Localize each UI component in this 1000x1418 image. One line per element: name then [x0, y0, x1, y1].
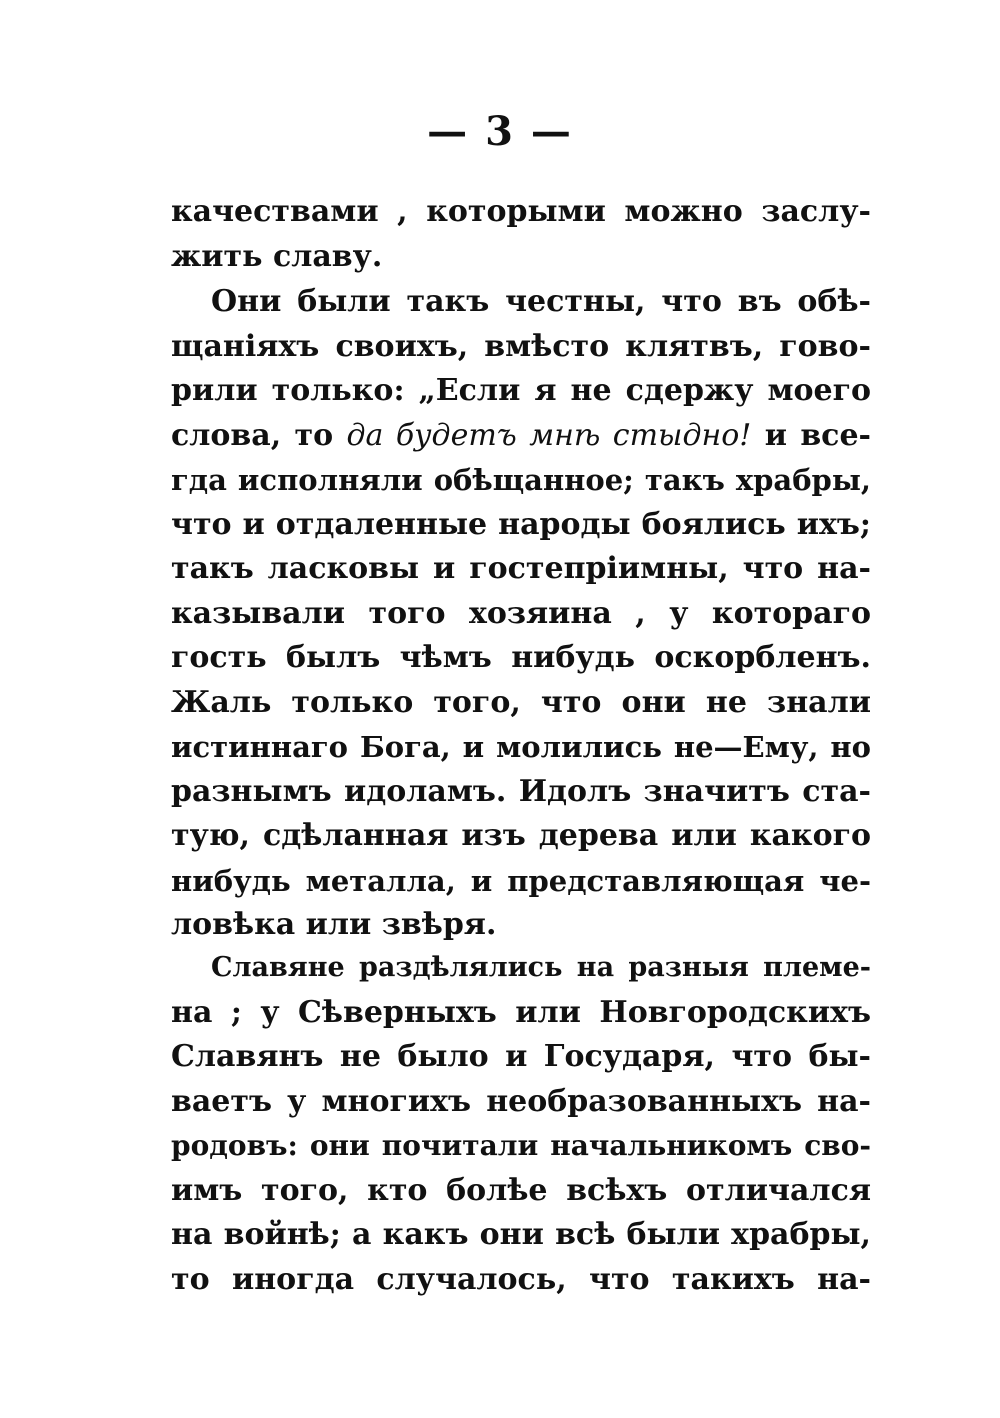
line-text: и все- [751, 417, 871, 453]
paragraph-continuation [171, 190, 871, 279]
text-line: на ; у Сѣверныхъ или Новгородскихъ [171, 994, 871, 1030]
page-number: — 3 — [427, 108, 573, 155]
text-line: щаніяхъ своихъ, вмѣсто клятвъ, гово- [171, 328, 871, 364]
text-line: гость былъ чѣмъ нибудь оскорбленъ. [171, 640, 871, 675]
text-line: нибудь металла, и представляющая че- [171, 863, 871, 898]
paragraph-slavs-virtues [171, 280, 871, 948]
line-text: слова, то [171, 417, 347, 453]
text-line: ловѣка или звѣря. [171, 907, 497, 942]
text-line: на войнѣ; а какъ они всѣ были храбры, [171, 1217, 871, 1252]
text-line: ваетъ у многихъ необразованныхъ на- [171, 1083, 871, 1119]
text-line: родовъ: они почитали начальникомъ сво- [171, 1129, 871, 1162]
paragraph-slavic-tribes [171, 946, 871, 1302]
text-line: такъ ласковы и гостепріимны, что на- [171, 551, 871, 586]
text-line: Жаль только того, что они не знали [171, 684, 871, 720]
text-line: имъ того, кто болѣе всѣхъ отличался [171, 1172, 871, 1208]
text-line-with-italic [171, 414, 871, 459]
italic-phrase: да будетъ мнѣ стыдно! [346, 417, 752, 453]
text-line: тую, сдѣланная изъ дерева или какого [171, 818, 871, 853]
text-line: Славяне раздѣлялись на разныя племе- [211, 952, 871, 983]
text-line: Славянъ не было и Государя, что бы- [171, 1039, 871, 1074]
text-line: что и отдаленные народы боялись ихъ; [171, 506, 871, 542]
text-line: качествами , которыми можно заслу- [171, 194, 871, 229]
text-line: рили только: „Если я не сдержу моего [171, 373, 871, 408]
text-line: то иногда случалось, что такихъ на- [171, 1261, 871, 1297]
text-line: гда исполняли обѣщанное; такъ храбры, [171, 463, 871, 497]
text-line: казывали того хозяина , у котораго [171, 595, 871, 631]
text-line: жить славу. [171, 238, 383, 274]
text-line: истиннаго Бога, и молились не—Ему, но [171, 730, 871, 764]
text-line: Они были такъ честны, что въ обѣ- [211, 284, 871, 319]
text-line: разнымъ идоламъ. Идолъ значитъ ста- [171, 773, 871, 809]
